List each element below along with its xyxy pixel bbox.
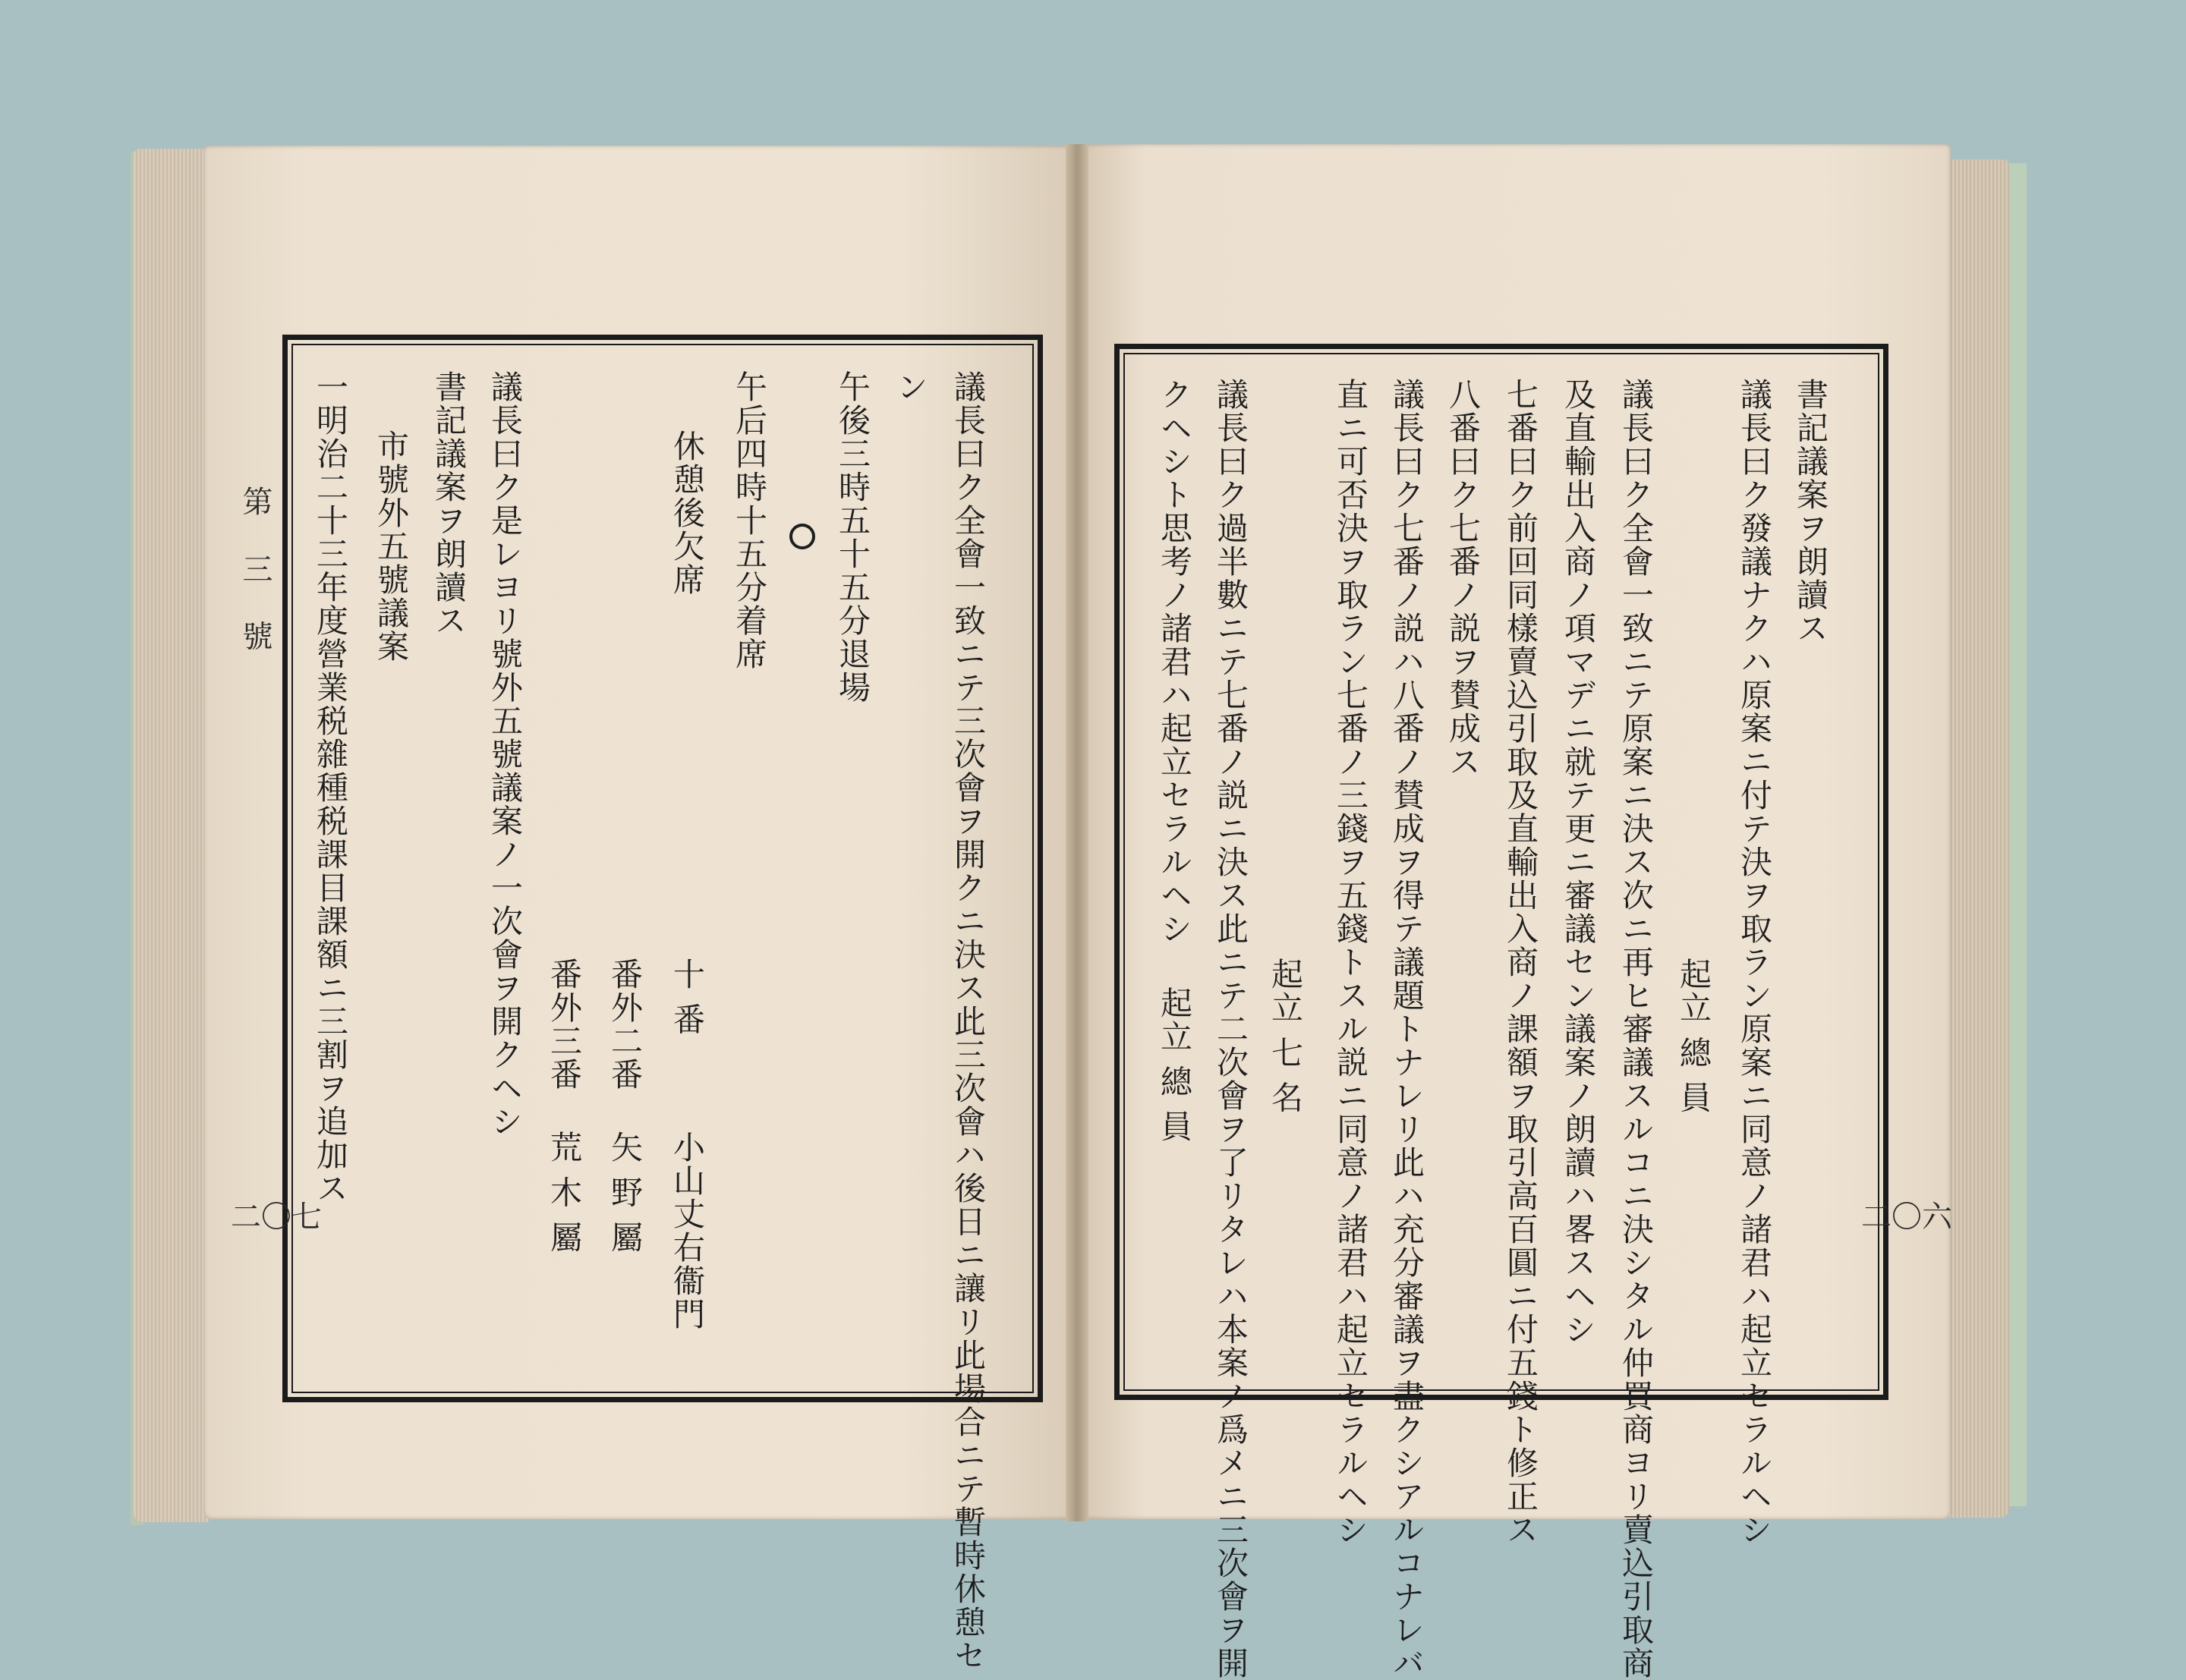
absentee-seat: 番外二番: [606, 958, 644, 1091]
text-line: クヘシト思考ノ諸君ハ起立セラルヘシ: [1156, 378, 1193, 945]
absentee-seat: 番外三番: [546, 958, 583, 1091]
vote-result: 起立 七 名: [1267, 958, 1304, 1115]
vote-result: 起立 總 員: [1675, 958, 1712, 1115]
absentee-seat: 十 番: [669, 958, 706, 1037]
text-line: 八番曰ク七番ノ説ヲ賛成ス: [1444, 378, 1482, 779]
text-line: 議長曰ク全會一致ニテ原案ニ決ス次ニ再ヒ審議スルコニ決シタル仲買商ヨリ賣込引取商: [1617, 378, 1655, 1680]
text-line: 議長曰ク是レヨリ號外五號議案ノ一次會ヲ開クヘシ: [487, 370, 524, 1138]
section-header: 第 三 號: [238, 486, 272, 665]
text-line: 書記議案ヲ朗讀ス: [1792, 378, 1829, 645]
text-line: 及直輸出入商ノ項マデニ就テ更ニ審議セン議案ノ朗讀ハ畧スヘシ: [1560, 378, 1597, 1346]
text-line: 市號外五號議案: [373, 429, 410, 663]
book-gutter: [1066, 144, 1088, 1521]
circle-mark: [789, 524, 815, 549]
text-line: 直ニ可否決ヲ取ラン七番ノ三錢ヲ五錢トスル説ニ同意ノ諸君ハ起立セラルヘシ: [1332, 378, 1369, 1546]
absentee-name: 小山丈右衞門: [669, 1131, 706, 1331]
text-line: 議長曰ク過半數ニテ七番ノ説ニ決ス此ニテ二次會ヲ了リタレハ本案ノ爲メニ三次會ヲ開: [1212, 378, 1249, 1680]
page-number-right: 二〇六: [1861, 1200, 1952, 1235]
page-edges-left: [134, 149, 209, 1522]
text-line: 七番曰ク前回同樣賣込引取及直輸出入商ノ課額ヲ取引高百圓ニ付五錢ト修正ス: [1502, 378, 1539, 1546]
absentee-name: 矢 野 屬: [606, 1131, 644, 1254]
text-line: 議長曰ク七番ノ説ハ八番ノ賛成ヲ得テ議題トナレリ此ハ充分審議ヲ盡クシアルコナレバ: [1388, 378, 1425, 1680]
text-line: 休憩後欠席: [669, 429, 706, 596]
absentee-name: 荒 木 屬: [546, 1131, 583, 1254]
text-line: 書記議案ヲ朗讀ス: [430, 370, 468, 637]
text-line: 議長曰ク發議ナクハ原案ニ付テ決ヲ取ラン原案ニ同意ノ諸君ハ起立セラルヘシ: [1736, 378, 1773, 1546]
page-number-left: 二〇七: [231, 1200, 322, 1235]
text-line: 一明治二十三年度營業税雜種税課目課額ニ三割ヲ追加ス: [312, 370, 349, 1205]
text-line: ン: [892, 370, 929, 404]
text-line: 午後三時五十五分退場: [834, 370, 871, 704]
vote-result: 起立 總 員: [1156, 986, 1193, 1144]
text-line: 議長曰ク全會一致ニテ三次會ヲ開クニ決ス此三次會ハ後日ニ讓リ此場合ニテ暫時休憩セ: [950, 370, 987, 1672]
text-line: 午后四時十五分着席: [731, 370, 768, 671]
